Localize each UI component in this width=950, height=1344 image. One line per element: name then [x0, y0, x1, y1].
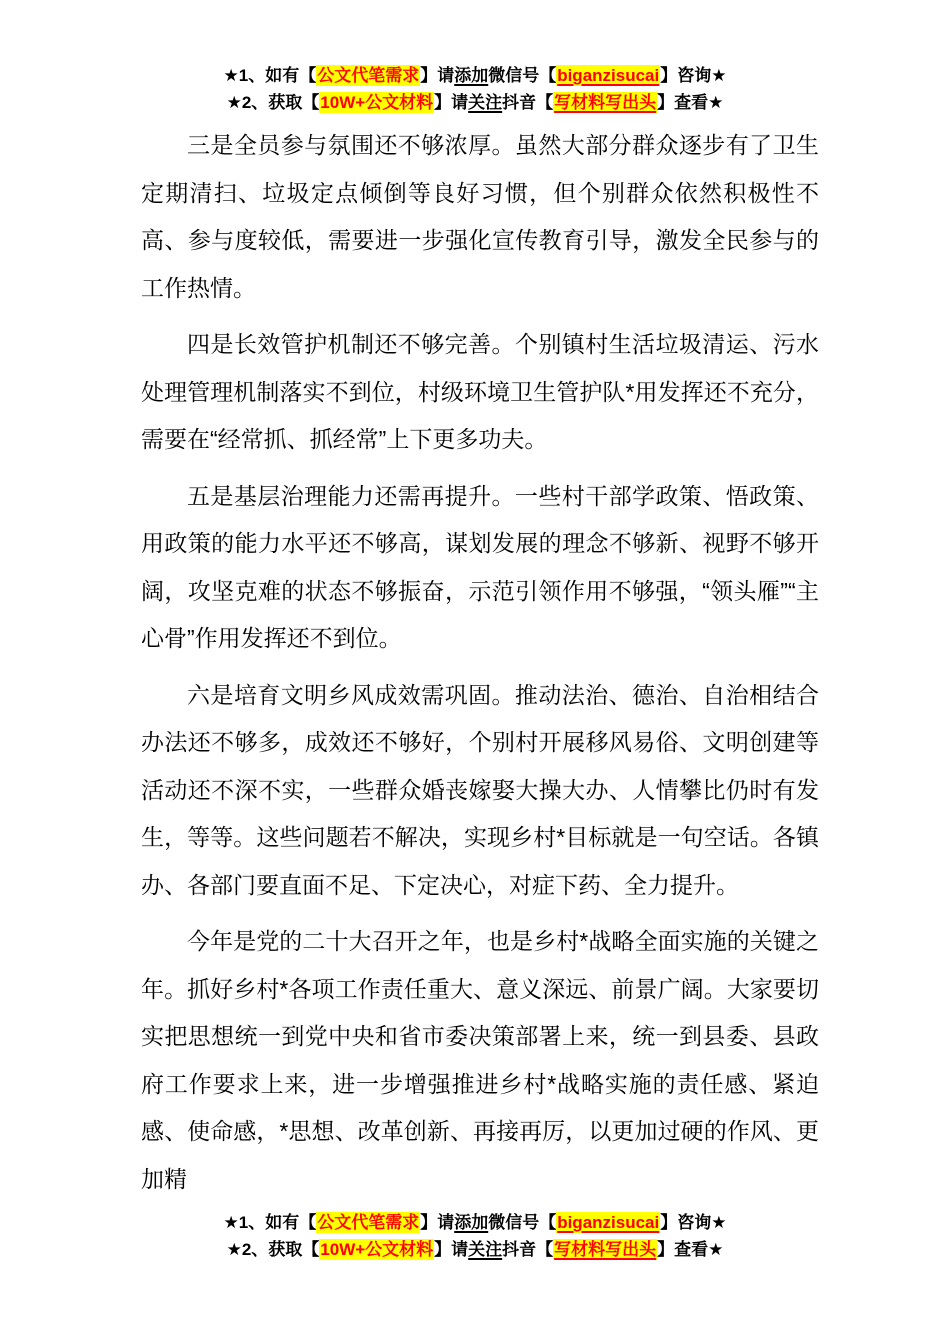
- promo-materials-highlight: 10W+公文材料: [320, 1240, 434, 1259]
- document-body: [141, 122, 819, 1212]
- promo-footer: [130, 1209, 820, 1263]
- body-paragraph-4: 六是培育文明乡风成效需巩固。推动法治、德治、自治相结合办法还不够多，成效还不够好，个别村开展移风易俗、文明创建等活动还不深不实，一些群众婚丧嫁娶大操大办、人情攀比仍时有发生，等等。这些问题若不解决，实现乡村*目标就是一句空话。各镇办、各部门要直面不足、下定决心，对症下药、全力提升。: [141, 681, 819, 898]
- promo-douyin-label: 抖音【: [502, 93, 554, 112]
- promo-suffix-text: 】查看★: [657, 93, 724, 112]
- promo-footer-line-2: [130, 1236, 820, 1263]
- promo-header: [130, 62, 820, 116]
- promo-header-line-1: [130, 62, 820, 89]
- promo-douyin-label: 抖音【: [502, 1240, 554, 1259]
- promo-follow-underline: 关注: [468, 1240, 503, 1259]
- promo-suffix-text: 】咨询★: [660, 1213, 727, 1232]
- promo-add-underline: 添加: [454, 1213, 489, 1232]
- promo-suffix-text: 】咨询★: [660, 66, 727, 85]
- promo-bracket-text: 】请: [420, 1213, 455, 1232]
- promo-bracket-text: 】请: [434, 93, 469, 112]
- promo-follow-underline: 关注: [468, 93, 503, 112]
- promo-prefix-text: ★1、如有【: [223, 1213, 317, 1232]
- promo-header-line-2: [130, 89, 820, 116]
- promo-wechat-label: 微信号【: [488, 1213, 557, 1232]
- promo-footer-line-1: [130, 1209, 820, 1236]
- promo-wechat-id: biganzisucai: [557, 66, 660, 85]
- promo-prefix-text: ★2、获取【: [226, 93, 320, 112]
- promo-suffix-text: 】查看★: [657, 1240, 724, 1259]
- promo-prefix-text: ★2、获取【: [226, 1240, 320, 1259]
- promo-prefix-text: ★1、如有【: [223, 66, 317, 85]
- body-paragraph-1: 三是全员参与氛围还不够浓厚。虽然大部分群众逐步有了卫生定期清扫、垃圾定点倾倒等良好习惯，但个别群众依然积极性不高、参与度较低，需要进一步强化宣传教育引导，激发全民参与的工作热情。: [141, 132, 819, 301]
- body-paragraph-3: 五是基层治理能力还需再提升。一些村干部学政策、悟政策、用政策的能力水平还不够高，谋划发展的理念不够新、视野不够开阔，攻坚克难的状态不够振奋，示范引领作用不够强，“领头雁”“主心骨”作用发挥还不到位。: [141, 482, 819, 651]
- body-paragraph-5: 今年是党的二十大召开之年，也是乡村*战略全面实施的关键之年。抓好乡村*各项工作责任重大、意义深远、前景广阔。大家要切实把思想统一到党中央和省市委决策部署上来，统一到县委、县政府工作要求上来，进一步增强推进乡村*战略实施的责任感、紧迫感、使命感，*思想、改革创新、再接再厉，以更加过硬的作风、更加精: [141, 928, 819, 1192]
- promo-service-highlight: 公文代笔需求: [317, 1213, 420, 1232]
- promo-materials-highlight: 10W+公文材料: [320, 93, 434, 112]
- promo-wechat-label: 微信号【: [488, 66, 557, 85]
- promo-service-highlight: 公文代笔需求: [317, 66, 420, 85]
- promo-add-underline: 添加: [454, 66, 489, 85]
- promo-bracket-text: 】请: [420, 66, 455, 85]
- body-paragraph-2: 四是长效管护机制还不够完善。个别镇村生活垃圾清运、污水处理管理机制落实不到位，村级环境卫生管护队*用发挥还不充分，需要在“经常抓、抓经常”上下更多功夫。: [141, 331, 819, 452]
- promo-wechat-id: biganzisucai: [557, 1213, 660, 1232]
- promo-bracket-text: 】请: [434, 1240, 469, 1259]
- promo-douyin-name: 写材料写出头: [554, 93, 657, 112]
- promo-douyin-name: 写材料写出头: [554, 1240, 657, 1259]
